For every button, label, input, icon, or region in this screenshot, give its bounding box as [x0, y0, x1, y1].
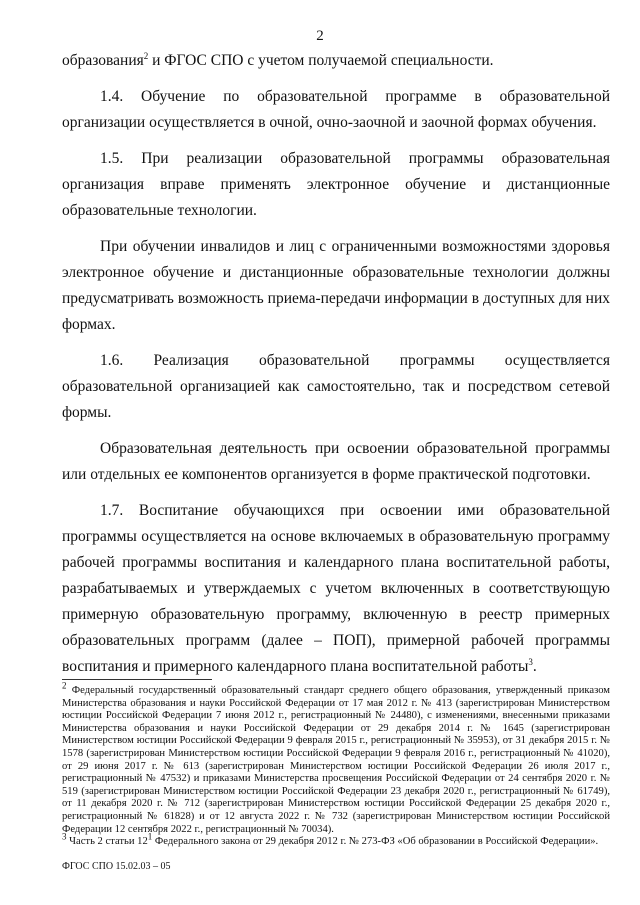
footnotes: [62, 680, 610, 849]
footnote-3: $^3$ Часть 2 статьи $12^1$ Федерального закона от 29 декабря 2012 г. № 273-ФЗ «Об образовании в Российской Федерации».: [62, 831, 599, 848]
footnote-2: $^2$ Федеральный государственный образовательный стандарт среднего общего образования, утвержденный приказом Министерства образования и науки Российской Федерации от 17 мая 2012 г. № 413 (зарегистрирован Министерством юстиции Российской Федерации 7 июня 2012 г., регистрационный № 24480), с изменениями, внесенными приказами Министерства образования и науки Российской Федерации от 29 декабря 2014 г. № 1645 (зарегистрирован Министерством юстиции Российской Федерации 9 февраля 2015 г., регистрационный № 35953), от 31 декабря 2015 г. № 1578 (зарегистрирован Министерством юстиции Российской Федерации 9 февраля 2016 г., регистрационный № 41020), от 29 июня 2017 г. № 613 (зарегистрирован Министерством юстиции Российской Федерации 26 июля 2017 г., регистрационный № 47532) и приказами Министерства просвещения Российской Федерации от 24 сентября 2020 г. № 519 (зарегистрирован Министерством юстиции Российской Федерации 23 декабря 2020 г., регистрационный № 61749), от 11 декабря 2020 г. № 712 (зарегистрирован Министерством юстиции Российской Федерации 25 декабря 2020 г., регистрационный № 61828) и от 12 августа 2022 г. № 732 (зарегистрирован Министерством юстиции Российской Федерации 12 сентября 2022 г., регистрационный № 70034).: [62, 680, 610, 835]
footnote-ref-3[interactable]: 3: [528, 656, 533, 667]
footnote-separator: [62, 679, 212, 680]
paragraph-practical-training: Образовательная деятельность при освоении образовательной программы или отдельных ее компонентов организуется в форме практической подготовки.: [62, 440, 610, 483]
page-number: 2: [316, 28, 324, 44]
paragraph-1-6: 1.6. Реализация образовательной программы осуществляется образовательной организацией как самостоятельно, так и посредством сетевой формы.: [62, 352, 610, 421]
paragraph-1-7: 1.7. Воспитание обучающихся при освоении ими образовательной программы осуществляется на основе включаемых в образовательную программу рабочей программы воспитания и календарного плана воспитательной работы, разрабатываемых и утверждаемых с учетом включенных в соответствующую примерную образовательную программу, включенную в реестр примерных образовательных программ (далее – ПОП), примерной рабочей программы воспитания и примерного календарного плана воспитательной работы$^3$.: [62, 502, 610, 675]
paragraph-disabled-persons: При обучении инвалидов и лиц с ограниченными возможностями здоровья электронное обучение и дистанционные образовательные технологии должны предусматривать возможность приема-передачи информации в доступных для них формах.: [62, 238, 610, 333]
paragraph-1-5: 1.5. При реализации образовательной программы образовательная организация вправе применять электронное обучение и дистанционные образовательные технологии.: [62, 150, 610, 219]
document-footer: ФГОС СПО 15.02.03 – 05: [62, 861, 171, 872]
paragraph-1-4: 1.4. Обучение по образовательной программе в образовательной организации осуществляется в очной, очно-заочной и заочной формах обучения.: [62, 88, 610, 131]
paragraph-continuation: образования$^2$ и ФГОС СПО с учетом получаемой специальности.: [62, 50, 494, 69]
footnote-ref-2[interactable]: 2: [143, 50, 149, 61]
document-body: [62, 48, 610, 680]
